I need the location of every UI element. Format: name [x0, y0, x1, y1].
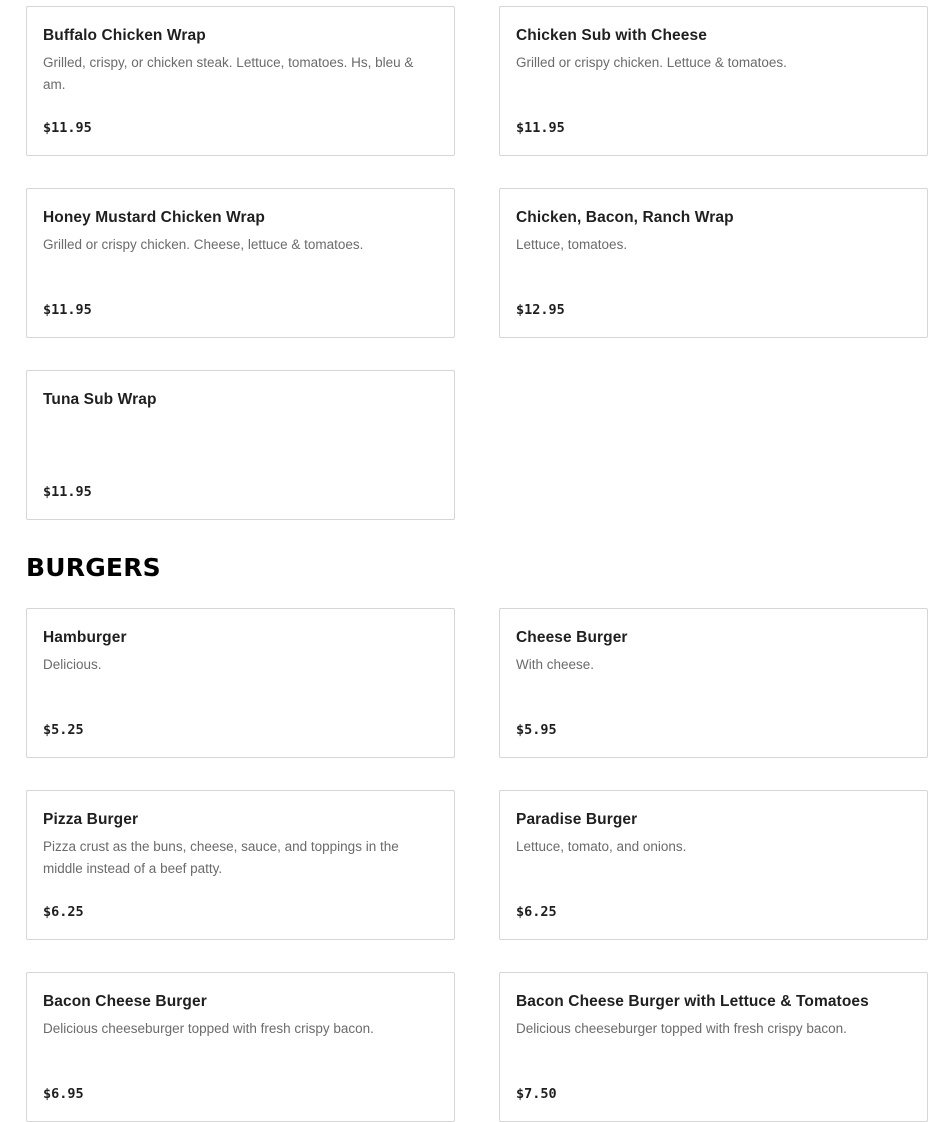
menu-item-description: Delicious.: [43, 657, 102, 672]
menu-item-card[interactable]: [499, 972, 928, 1122]
menu-item-name: Honey Mustard Chicken Wrap: [43, 209, 265, 226]
menu-item-price: $11.95: [516, 120, 565, 136]
menu-item-card[interactable]: [499, 608, 928, 758]
menu-item-description: Grilled or crispy chicken. Cheese, lettuce & tomatoes.: [43, 237, 364, 252]
menu-item-name: Paradise Burger: [516, 811, 638, 828]
menu-item-price: $5.25: [43, 722, 84, 738]
menu-item-card[interactable]: [499, 188, 928, 338]
menu-item-name: Tuna Sub Wrap: [43, 391, 157, 408]
menu-item-price: $6.25: [516, 904, 557, 920]
menu-item-name: Bacon Cheese Burger: [43, 993, 207, 1010]
menu-item-card[interactable]: [26, 370, 455, 520]
menu-item-price: $5.95: [516, 722, 557, 738]
menu-item-description: Grilled, crispy, or chicken steak. Lettuce, tomatoes. Hs, bleu & am.: [43, 55, 414, 92]
menu-item-price: $6.25: [43, 904, 84, 920]
menu-item-card[interactable]: [26, 790, 455, 940]
menu-item-name: Hamburger: [43, 629, 127, 646]
menu-item-description: Lettuce, tomato, and onions.: [516, 839, 687, 854]
menu-item-card[interactable]: [499, 6, 928, 156]
menu-item-card[interactable]: [26, 972, 455, 1122]
menu-item-price: $11.95: [43, 302, 92, 318]
menu-item-card[interactable]: [26, 188, 455, 338]
menu-item-name: Cheese Burger: [516, 629, 628, 646]
menu-item-name: Chicken Sub with Cheese: [516, 27, 707, 44]
menu-item-description: Delicious cheeseburger topped with fresh crispy bacon.: [43, 1021, 374, 1036]
menu-item-price: $12.95: [516, 302, 565, 318]
menu-item-description: Pizza crust as the buns, cheese, sauce, and toppings in the middle instead of a beef patty.: [43, 839, 399, 876]
menu-item-description: Grilled or crispy chicken. Lettuce & tomatoes.: [516, 55, 787, 70]
menu-item-price: $7.50: [516, 1086, 557, 1102]
wraps-grid: [26, 6, 928, 520]
menu-item-name: Buffalo Chicken Wrap: [43, 27, 206, 44]
section-title-burgers: BURGERS: [26, 553, 161, 582]
menu-item-description: With cheese.: [516, 657, 595, 672]
menu-item-card[interactable]: [499, 790, 928, 940]
menu-item-description: Lettuce, tomatoes.: [516, 237, 628, 252]
menu-item-card[interactable]: [26, 6, 455, 156]
menu-item-price: $6.95: [43, 1086, 84, 1102]
menu-item-name: Bacon Cheese Burger with Lettuce & Tomatoes: [516, 993, 869, 1010]
menu-page: [26, 0, 928, 1122]
menu-item-name: Chicken, Bacon, Ranch Wrap: [516, 209, 734, 226]
menu-item-name: Pizza Burger: [43, 811, 139, 828]
menu-item-description: Delicious cheeseburger topped with fresh crispy bacon.: [516, 1021, 847, 1036]
burgers-grid: [26, 608, 928, 1122]
menu-item-card[interactable]: [26, 608, 455, 758]
menu-item-price: $11.95: [43, 120, 92, 136]
menu-item-price: $11.95: [43, 484, 92, 500]
